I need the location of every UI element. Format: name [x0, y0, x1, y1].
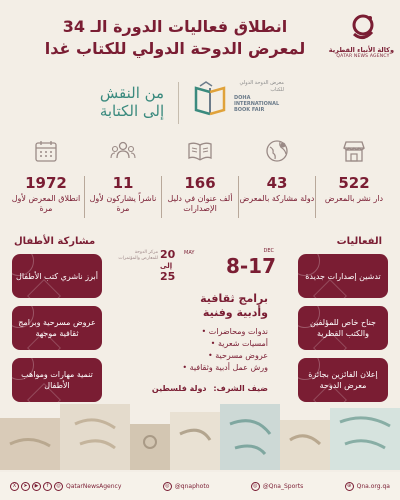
date-small-start: 20 [160, 248, 176, 261]
kids-card [12, 358, 102, 402]
list-item: ورش عمل أدبية وثقافية • [182, 362, 268, 374]
date-range: 8-17 [225, 254, 276, 278]
stat-label: ناشراً يشاركون لأول مرة [89, 194, 157, 213]
storefront-icon [341, 138, 367, 164]
events-card-label: إعلان الفائزين بجائزة معرض الدوحة [308, 370, 378, 390]
stat-number: 11 [112, 174, 134, 192]
calligraphy-tiles-icon [0, 404, 400, 470]
stat-divider [84, 176, 85, 218]
venue-label: مركز الدوحة للمعارض والمؤتمرات [118, 250, 158, 261]
date-small-end: 25 [160, 270, 176, 283]
social-handle-sports[interactable] [251, 482, 303, 491]
kids-card-label: أبرز ناشري كتب الأطفال [16, 271, 98, 281]
date-small [160, 248, 175, 284]
guest-label: ضيف الشرف: [213, 384, 268, 393]
instagram-icon: ◎ [251, 482, 260, 491]
stat-label: انطلاق المعرض لأول مرة [11, 194, 81, 213]
stat-label: ألف عنوان في دليل الإصدارات [167, 194, 233, 213]
program-title-line-1: برامج ثقافية [200, 292, 268, 305]
telegram-icon: ➤ [21, 482, 30, 491]
logos-row [0, 78, 400, 134]
qna-logo-icon [348, 12, 378, 42]
events-title: الفعاليات [336, 236, 382, 247]
footer [0, 472, 400, 500]
list-item: ندوات ومحاضرات • [182, 326, 268, 338]
stat-number: 166 [184, 174, 216, 192]
guest-of-honor [152, 384, 268, 393]
stat-number: 522 [338, 174, 370, 192]
qna-name-arabic: وكالة الأنباء القطرية [328, 46, 394, 54]
globe-icon [264, 138, 290, 164]
center-panel [118, 240, 282, 410]
bottom-decoration [0, 404, 400, 470]
program-title-line-2: وأدبية وفنية [202, 306, 268, 319]
dibf-name-english: DOHA INTERNATIONAL BOOK FAIR [234, 95, 280, 113]
kids-card [12, 254, 102, 298]
open-book-icon [187, 138, 213, 164]
logo-divider [178, 82, 179, 124]
globe-icon: ⊕ [345, 482, 354, 491]
stat-titles [162, 138, 238, 214]
events-card [298, 358, 388, 402]
naqsh-line-2: إلى الكتابة [99, 102, 165, 120]
stat-divider [161, 176, 162, 218]
handle-text: @Qna_Sports [262, 482, 304, 490]
stat-divider [315, 176, 316, 218]
kids-card-label: تنمية مهارات ومواهب الأطفال [21, 370, 93, 390]
card-decoration [313, 279, 347, 298]
stat-label: دولة مشاركة بالمعرض [239, 194, 315, 203]
month-may: MAY [184, 250, 195, 256]
events-card-label: تدشين إصدارات جديدة [305, 271, 381, 281]
social-icons [10, 482, 63, 491]
stat-new-publishers [85, 138, 161, 214]
card-decoration [27, 279, 61, 298]
site-text: Qna.org.qa [356, 482, 390, 490]
kids-title: مشاركة الأطفال [14, 236, 96, 247]
youtube-icon: ▶ [32, 482, 41, 491]
dibf-name-arabic: معرض الدوحة الدولي للكتاب [239, 80, 284, 93]
events-card-label: جناح خاص للمؤلفين والكتب القطرية [310, 318, 376, 338]
people-icon [110, 138, 136, 164]
month-dec: DEC [263, 248, 274, 254]
naqsh-logo [92, 84, 172, 120]
list-item: عروض مسرحية • [182, 350, 268, 362]
title-line-1: انطلاق فعاليات الدورة الـ 34 [62, 17, 288, 36]
stats-row [8, 138, 392, 228]
stat-countries [239, 138, 315, 204]
naqsh-line-1: من النقش [99, 84, 165, 102]
stat-publishers [316, 138, 392, 204]
stat-first-year [8, 138, 84, 214]
date-small-separator: إلى [160, 262, 173, 270]
dibf-logo-icon [190, 80, 230, 120]
qna-logo [328, 12, 394, 59]
stat-number: 43 [266, 174, 288, 192]
calendar-icon [33, 138, 59, 164]
instagram-icon: ◎ [54, 482, 63, 491]
guest-value: دولة فلسطين [151, 384, 207, 393]
x-icon: X [10, 482, 19, 491]
instagram-icon: ◎ [163, 482, 172, 491]
title-line-2: لمعرض الدوحة الدولي للكتاب غدا [44, 39, 306, 58]
kids-card-label: عروض مسرحية وبرامج ثقافية موجهة [18, 318, 96, 338]
program-title [200, 292, 268, 320]
stat-divider [238, 176, 239, 218]
kids-card [12, 306, 102, 350]
header [0, 6, 400, 66]
facebook-icon: f [43, 482, 52, 491]
events-card [298, 254, 388, 298]
date-box [118, 240, 282, 283]
handle-text: @qnaphoto [174, 482, 210, 490]
social-handle-photo[interactable] [163, 482, 210, 491]
events-card [298, 306, 388, 350]
social-handle-main[interactable] [10, 482, 121, 491]
list-item: أمسيات شعرية • [182, 338, 268, 350]
handle-text: QatarNewsAgency [66, 482, 122, 490]
stat-label: دار نشر بالمعرض [324, 194, 384, 203]
qna-name-english: QATAR NEWS AGENCY [336, 54, 390, 59]
website-link[interactable] [345, 482, 390, 491]
stat-number: 1972 [25, 174, 67, 192]
page-title [30, 16, 320, 60]
program-list [182, 326, 268, 374]
